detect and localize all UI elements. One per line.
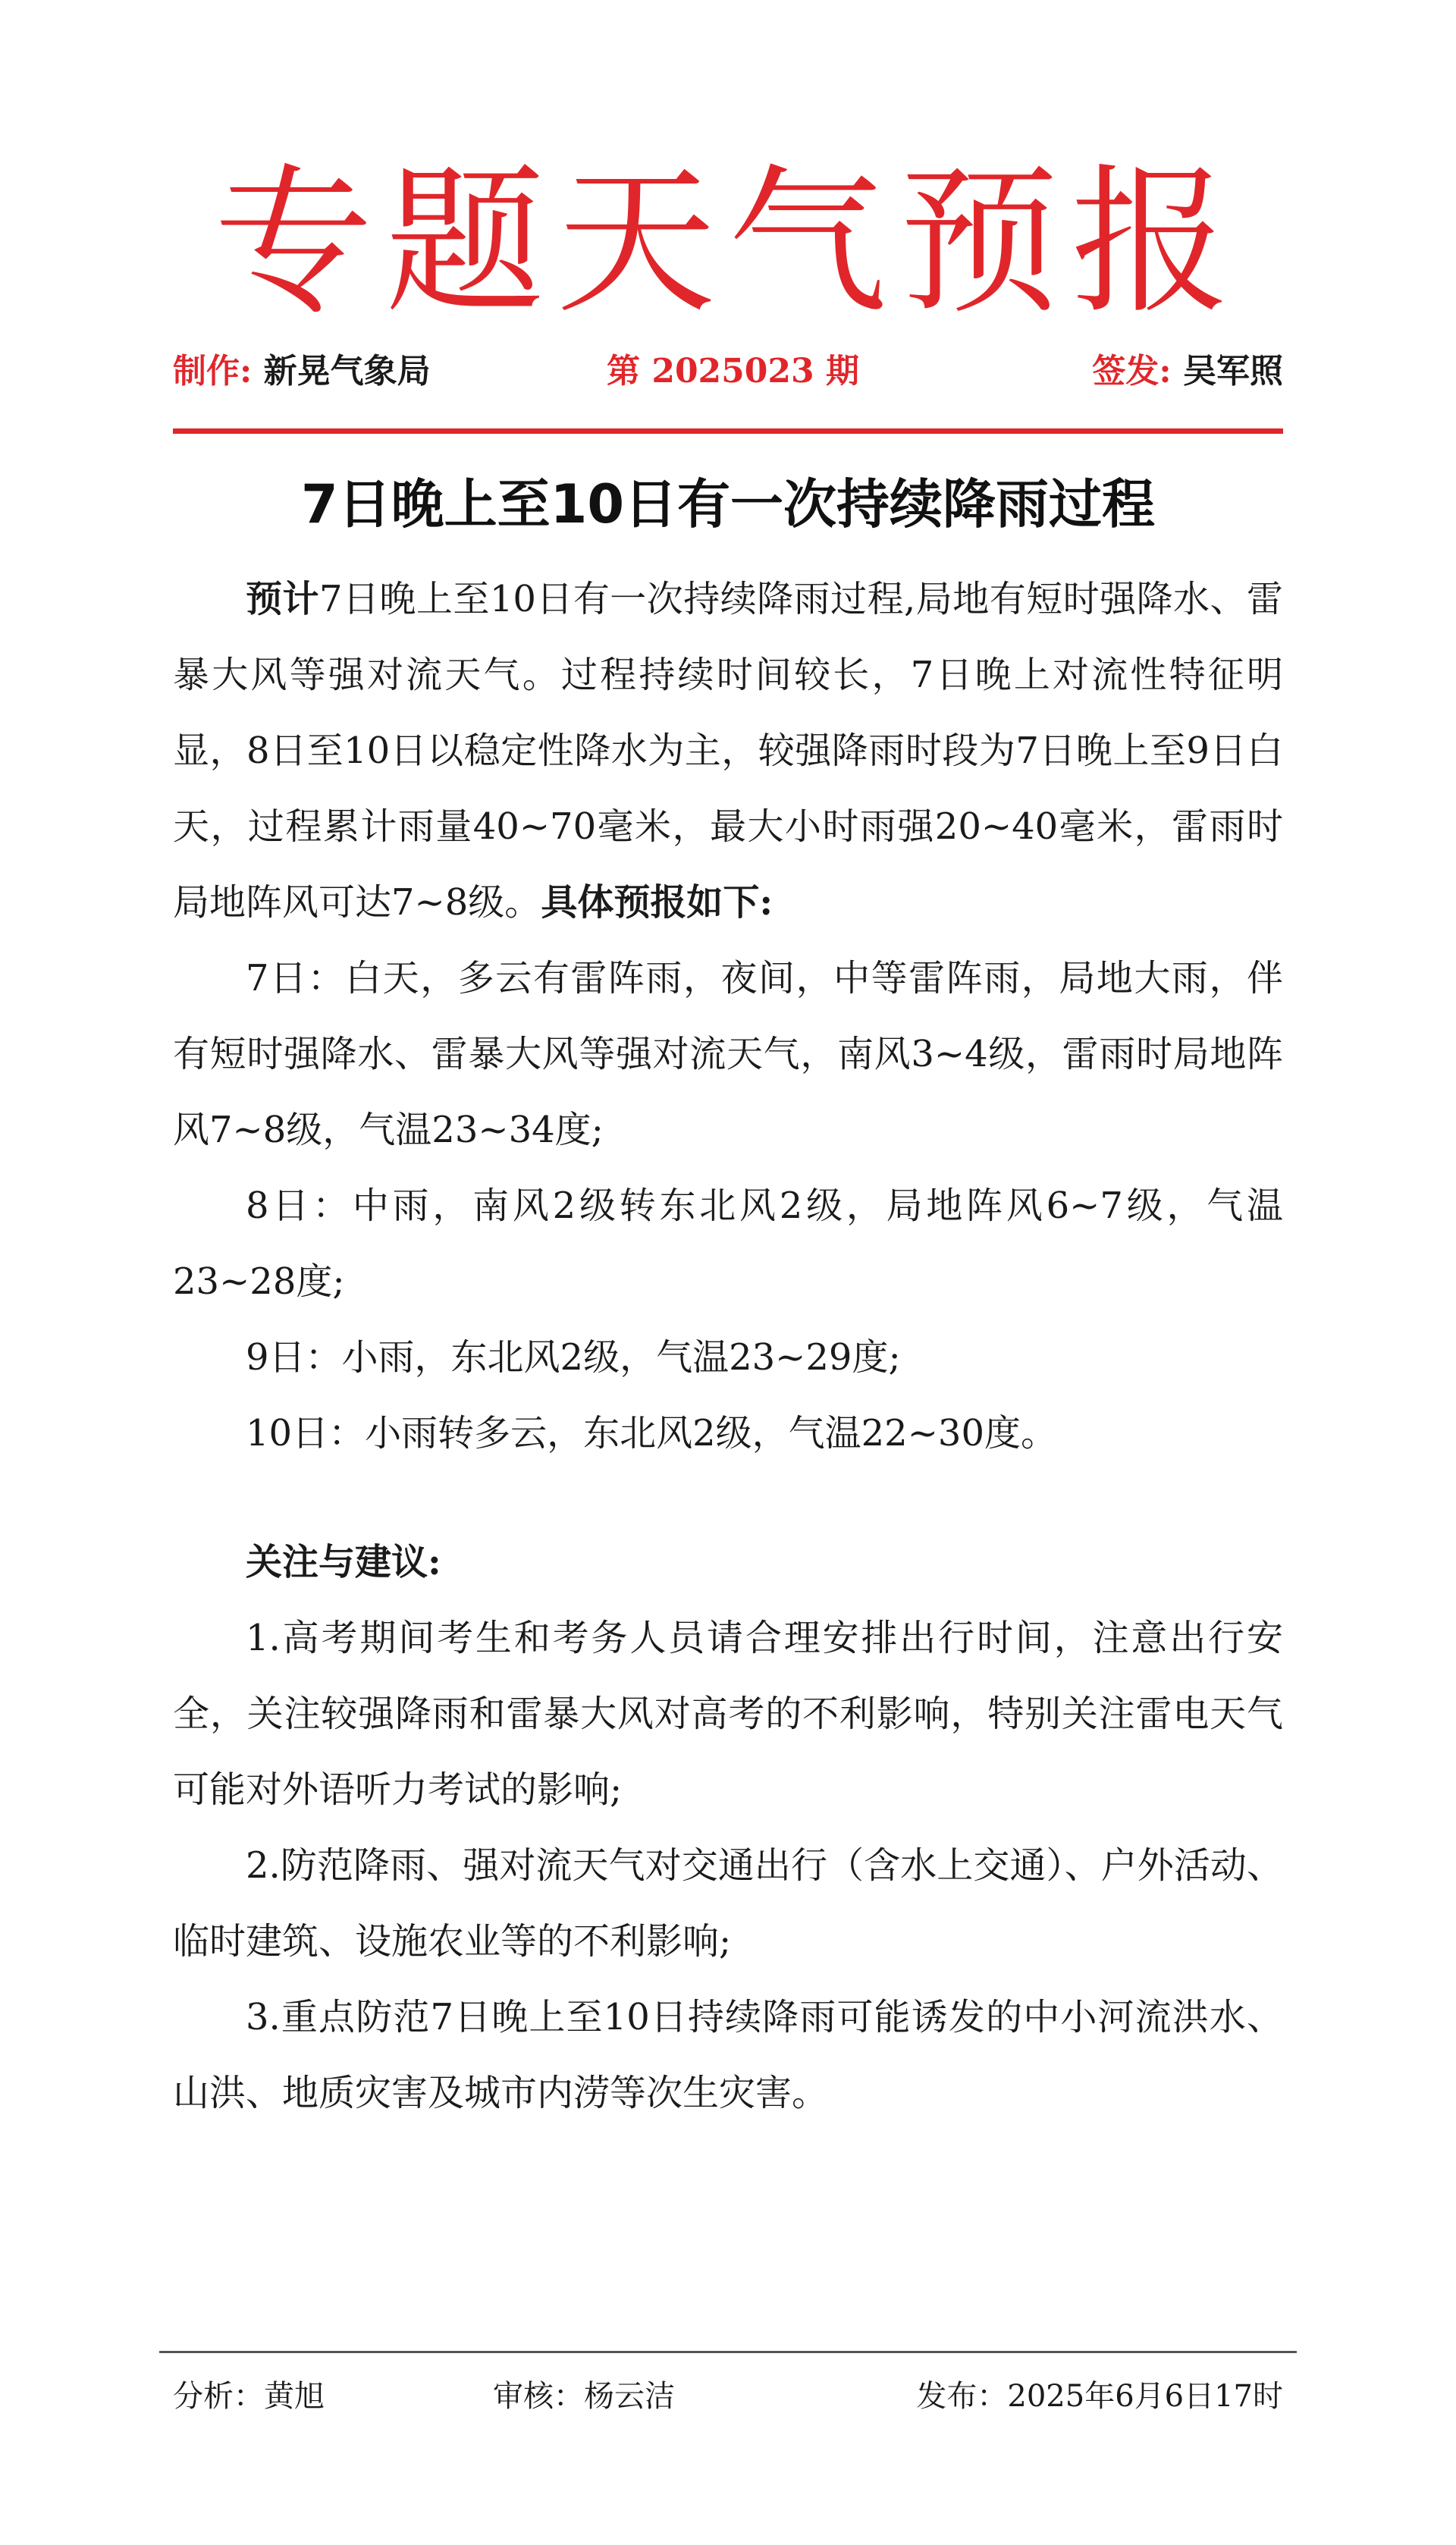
- header-divider: [173, 428, 1283, 434]
- issue-prefix: 第: [607, 352, 640, 391]
- footer-analyst: 分析：黄旭: [173, 2379, 325, 2414]
- footer-reviewer: 审核：杨云洁: [493, 2379, 675, 2414]
- intro-paragraph: [173, 561, 1283, 940]
- producer-label: 制作:: [173, 352, 253, 391]
- issue-suffix: 期: [825, 352, 859, 391]
- footer-divider: [159, 2351, 1297, 2353]
- daily-forecast-list: [173, 940, 1283, 1471]
- advice-section: [173, 1524, 1283, 2131]
- advice-heading: 关注与建议:: [246, 1541, 441, 1583]
- daily-forecast-item: 7日：白天，多云有雷阵雨，夜间，中等雷阵雨，局地大雨，伴有短时强降水、雷暴大风等强对流天气，南风3~4级，雷雨时局地阵风7~8级，气温23~34度;: [173, 957, 1283, 1151]
- intro-text: 7日晚上至10日有一次持续降雨过程,局地有短时强降水、雷暴大风等强对流天气。过程持续时间较长，7日晚上对流性特征明显，8日至10日以稳定性降水为主，较强降雨时段为7日晚上至9日白天，过程累计雨量40~70毫米，最大小时雨强20~40毫米，雷雨时局地阵风可达7~8级。: [173, 578, 1283, 924]
- daily-forecast-item: 8日：中雨，南风2级转东北风2级，局地阵风6~7级，气温23~28度;: [173, 1185, 1283, 1303]
- producer-value: 新晃气象局: [263, 352, 431, 391]
- signer-line: [1092, 345, 1283, 398]
- headline: 7日晚上至10日有一次持续降雨过程: [300, 473, 1156, 535]
- issue-number: 2025023: [651, 352, 814, 391]
- advice-item: 2.防范降雨、强对流天气对交通出行（含水上交通）、户外活动、临时建筑、设施农业等的不利影响;: [173, 1844, 1283, 1963]
- issue-line: [607, 345, 859, 398]
- banner-title: 专题天气预报: [213, 149, 1242, 335]
- signer-label: 签发:: [1092, 352, 1172, 391]
- advice-item: 3.重点防范7日晚上至10日持续降雨可能诱发的中小河流洪水、山洪、地质灾害及城市内涝等次生灾害。: [173, 1996, 1283, 2114]
- intro-tail: 具体预报如下:: [541, 881, 774, 924]
- intro-lead: 预计: [246, 578, 319, 620]
- daily-forecast-item: 10日：小雨转多云，东北风2级，气温22~30度。: [246, 1412, 1057, 1455]
- daily-forecast-item: 9日：小雨，东北风2级，气温23~29度;: [246, 1336, 901, 1379]
- advice-item: 1.高考期间考生和考务人员请合理安排出行时间，注意出行安全，关注较强降雨和雷暴大风对高考的不利影响，特别关注雷电天气可能对外语听力考试的影响;: [173, 1617, 1283, 1811]
- producer-line: [173, 345, 431, 398]
- footer-published: 发布：2025年6月6日17时: [916, 2379, 1283, 2414]
- signer-value: 吴军照: [1183, 352, 1283, 391]
